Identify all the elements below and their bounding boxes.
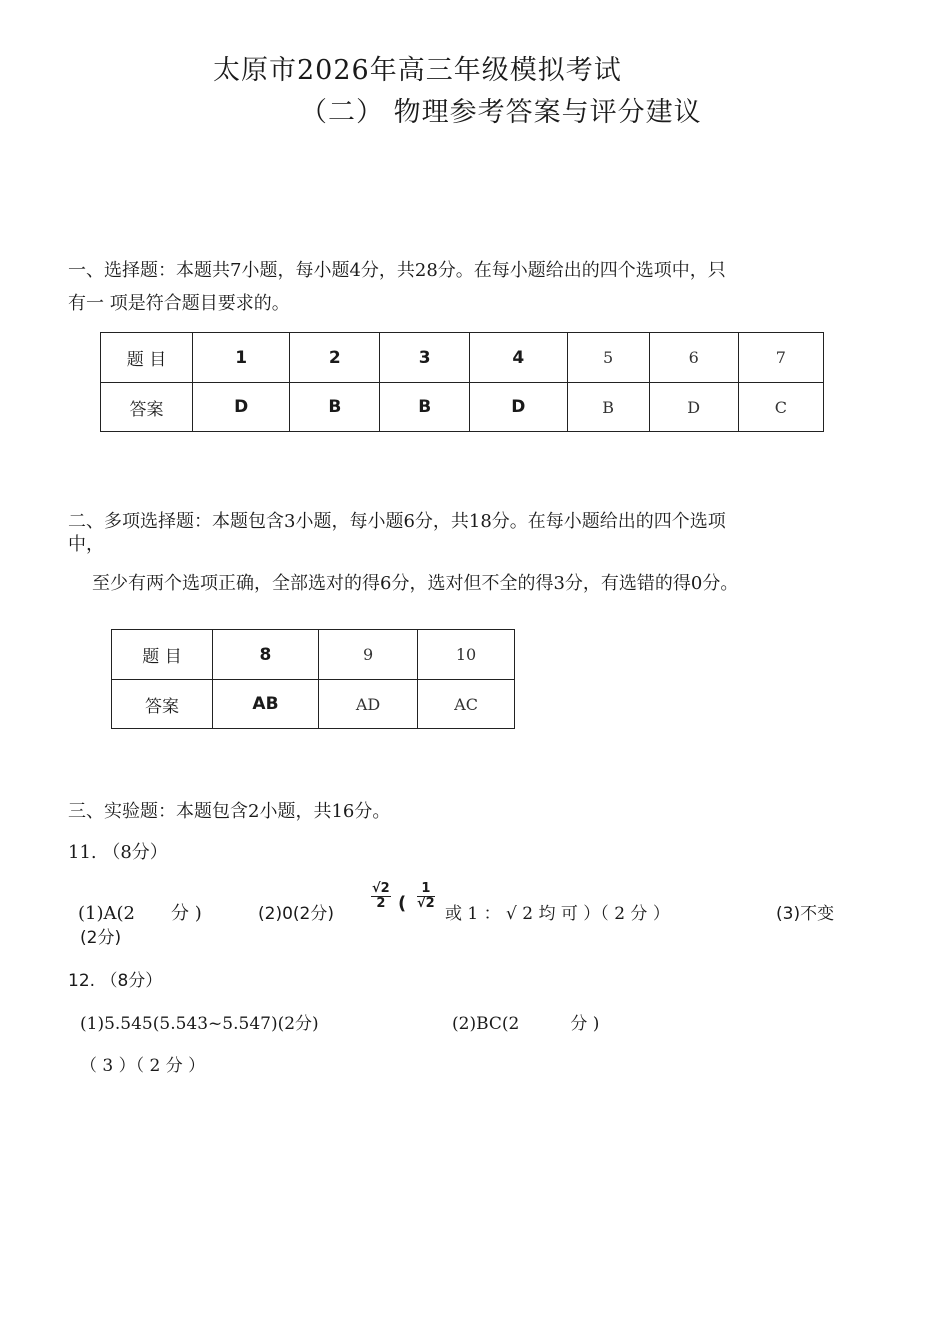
question-11-part3-score: (2分) [80,928,122,948]
section3-intro: 三、实验题：本题包含2小题，共16分。 [68,801,391,822]
question-12-part3: （ 3 ）（ 2 分 ） [80,1056,206,1076]
question-number: 2 [290,333,380,383]
section1-intro-line1: 一、选择题：本题共7小题，每小题4分，共28分。在每小题给出的四个选项中，只 [68,260,726,281]
question-12-part2: (2)BC(2 分 ) [452,1014,600,1034]
question-number: 6 [649,333,738,383]
table-row [112,630,515,680]
table-row [101,333,824,383]
fraction-1-over-root2 [417,882,435,911]
section2-intro-line3: 至少有两个选项正确，全部选对的得6分，选对但不全的得3分，有选错的得0分。 [92,573,739,594]
fraction-numerator: 1 [417,882,435,897]
answer-cell: AB [213,680,319,729]
row-label-answer: 答案 [101,383,193,432]
question-12-heading: 12. （8分） [68,971,163,991]
section2-intro-line1: 二、多项选择题：本题包含3小题，每小题6分，共18分。在每小题给出的四个选项 [68,511,726,532]
question-11-part1: (1)A(2 分 ) [78,903,202,924]
fraction-denominator: √2 [417,896,435,911]
question-number: 3 [380,333,470,383]
row-label-question: 题 目 [101,333,193,383]
table-row [112,680,515,729]
question-number: 8 [213,630,319,680]
question-11-part2-answer: (2)0(2分) [258,904,334,924]
page-subtitle: （二） 物理参考答案与评分建议 [300,97,702,128]
question-12-part1: (1)5.545(5.543~5.547)(2分) [80,1014,319,1034]
paren-open: ( [398,893,407,914]
section1-intro-line2: 有一 项是符合题目要求的。 [68,293,290,314]
answer-cell: D [649,383,738,432]
answer-cell: B [567,383,649,432]
fraction-denominator: 2 [376,896,386,911]
question-number: 1 [193,333,290,383]
page-title: 太原市2026年高三年级模拟考试 [213,55,622,86]
answer-cell: D [470,383,567,432]
section2-intro-line2: 中， [68,534,104,555]
fraction-numerator: √2 [372,881,390,896]
answer-cell: AC [418,680,515,729]
question-number: 4 [470,333,567,383]
question-11-part2-alt: 或 1 ： √ 2 均 可 ）（ 2 分 ） [445,904,670,924]
answer-cell: B [380,383,470,432]
question-11-heading: 11. （8分） [68,842,168,863]
answer-cell: D [193,383,290,432]
question-11-part3: (3)不变 [776,904,835,924]
fraction-root2-over-2 [371,882,391,911]
table-row [101,383,824,432]
question-number: 5 [567,333,649,383]
answer-cell: C [738,383,823,432]
row-label-answer: 答案 [112,680,213,729]
answer-cell: B [290,383,380,432]
section1-answer-table [100,332,824,432]
answer-cell: AD [318,680,417,729]
row-label-question: 题 目 [112,630,213,680]
question-number: 7 [738,333,823,383]
section2-answer-table [111,629,515,729]
question-number: 10 [418,630,515,680]
question-number: 9 [318,630,417,680]
